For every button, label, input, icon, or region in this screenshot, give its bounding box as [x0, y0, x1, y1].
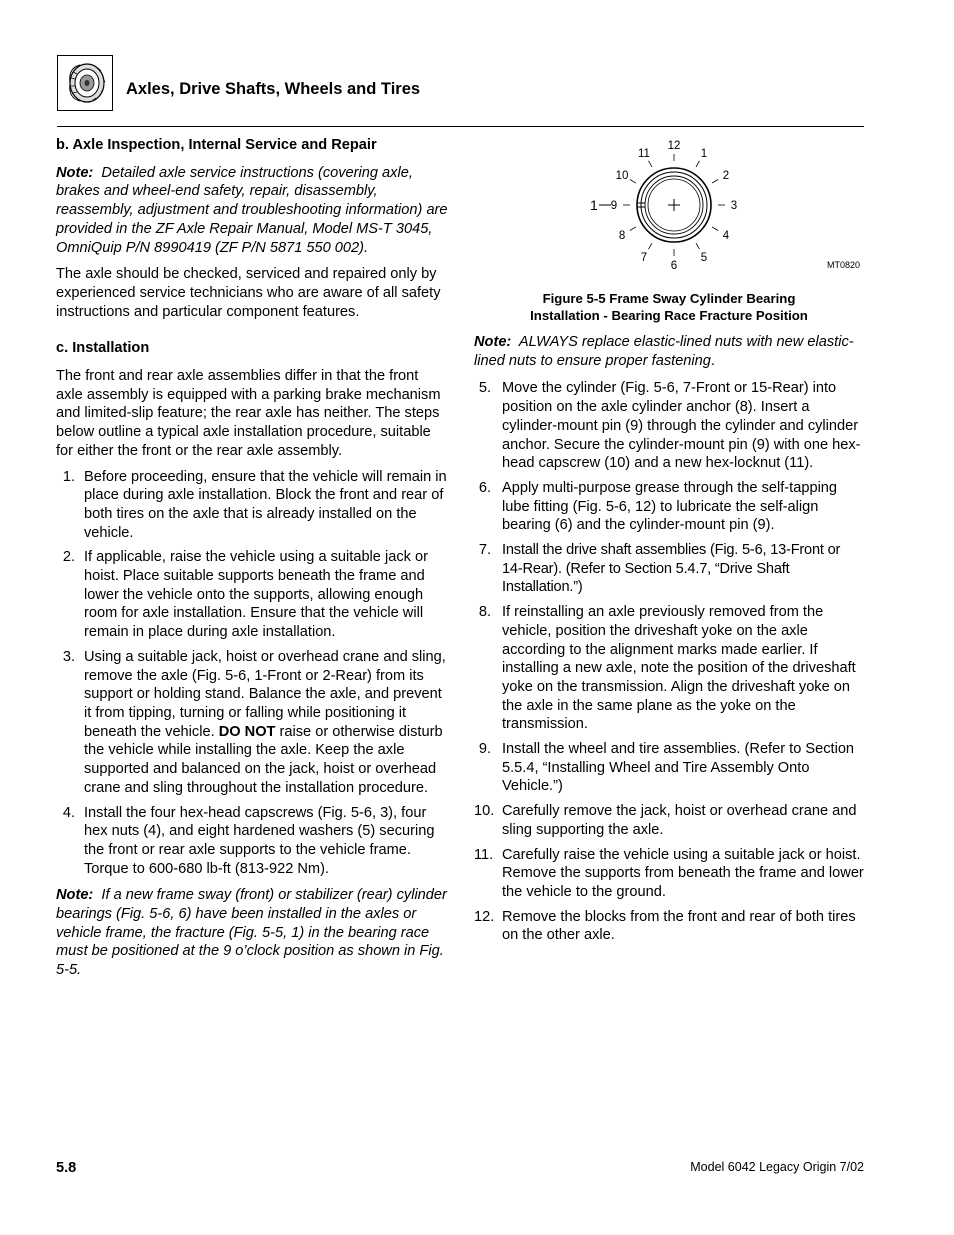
- step-number: 10.: [474, 803, 495, 820]
- step-text: Using a suitable jack, hoist or overhead crane and sling, remove the axle (Fig. 5-6, 1-Front or 2-Rear) from its support or holding stand. Balance the axle, and prevent it from tipping, turning or falling while positioning it beneath the vehicle.: [84, 648, 446, 740]
- note-text: ALWAYS replace elastic-lined nuts with new elastic-lined nuts to ensure proper fastening: [474, 334, 854, 369]
- step-text: If applicable, raise the vehicle using a suitable jack or hoist. Place suitable supports beneath the frame and lower the vehicle onto the supports, allowing enough room for axle installation. Ensure that the vehicle will remain in place during axle installation.: [84, 549, 428, 641]
- list-item: [474, 908, 864, 945]
- section-c-heading: c. Installation: [56, 340, 150, 357]
- list-item: [474, 740, 864, 796]
- clock-position-label: 7: [640, 251, 648, 264]
- step-text: Remove the blocks from the front and rear of both tires on the other axle.: [502, 908, 856, 944]
- clock-position-label: 3: [730, 200, 738, 212]
- clock-position-label: 12: [667, 140, 681, 152]
- step-text: Install the wheel and tire assemblies. (Refer to Section 5.5.4, “Installing Wheel and Tire Assembly Onto Vehicle.”): [502, 741, 855, 795]
- step-number: 2.: [62, 549, 75, 566]
- list-item: [56, 648, 448, 798]
- clock-tick: [630, 180, 636, 184]
- list-item: [474, 479, 864, 535]
- note-axle-manual: [56, 164, 448, 258]
- figure-caption: [474, 290, 864, 324]
- note-text: If a new frame sway (front) or stabilizer (rear) cylinder bearings (Fig. 5-6, 6) have been installed in the axles or vehicle frame, the fracture (Fig. 5-5, 1) in the bearing race must be positioned at the 9 o’clock position as shown in Fig. 5-5.: [56, 887, 447, 979]
- list-item: [56, 804, 448, 879]
- right-column: [474, 333, 864, 951]
- step-text: Install the drive shaft assemblies (Fig. 5-6, 13-Front or 14-Rear). (Refer to Section 5.4.7, “Drive Shaft Installation.”): [502, 542, 841, 596]
- step-emphasis: DO NOT: [218, 723, 276, 740]
- list-item: [474, 541, 864, 597]
- clock-position-label: 10: [615, 170, 629, 182]
- bearing-clock-diagram: [474, 136, 864, 278]
- clock-tick: [696, 161, 700, 167]
- step-number: 12.: [474, 908, 495, 925]
- note-label: Note:: [56, 164, 94, 181]
- clock-tick: [712, 227, 718, 231]
- figure-code: MT0820: [826, 260, 860, 270]
- list-item: [474, 802, 864, 839]
- section-b-heading: b. Axle Inspection, Internal Service and Repair: [56, 137, 377, 153]
- list-item: [474, 846, 864, 902]
- step-text: Carefully raise the vehicle using a suitable jack or hoist. Remove the supports from beneath the frame and lower the vehicle to the ground.: [502, 846, 864, 900]
- step-number: 4.: [62, 804, 75, 821]
- clock-tick: [630, 227, 636, 231]
- callout-number: 1: [590, 197, 598, 213]
- list-item: [474, 379, 864, 473]
- list-item: [56, 468, 448, 543]
- step-text: Carefully remove the jack, hoist or overhead crane and sling supporting the axle.: [502, 803, 857, 838]
- header-divider: [57, 126, 864, 127]
- note-end: .: [710, 352, 715, 369]
- clock-position-label: 5: [700, 251, 708, 264]
- list-item: [474, 603, 864, 734]
- page-number: 5.8: [56, 1160, 77, 1176]
- clock-position-label: 6: [670, 260, 678, 272]
- step-text: Before proceeding, ensure that the vehicle will remain in place during axle installation. Block the front and rear of both tires on the axle that is already installed on the vehicle.: [84, 468, 447, 541]
- step-number: 7.: [478, 542, 491, 559]
- clock-position-label: 4: [722, 230, 730, 242]
- note-elastic-nuts: [474, 333, 864, 370]
- note-label: Note:: [56, 887, 94, 904]
- step-number: 5.: [478, 380, 491, 397]
- installation-steps-left: [56, 468, 448, 879]
- tire-wheel-icon: [57, 55, 113, 111]
- step-number: 3.: [62, 648, 75, 665]
- step-number: 1.: [62, 468, 75, 485]
- clock-tick: [712, 180, 718, 184]
- note-label: Note:: [474, 334, 512, 350]
- step-number: 8.: [478, 604, 491, 621]
- installation-steps-right: [474, 379, 864, 945]
- clock-position-label: 11: [638, 148, 650, 161]
- model-origin-footer: Model 6042 Legacy Origin 7/02: [690, 1160, 864, 1174]
- paragraph-installation-intro: The front and rear axle assemblies differ in that the front axle assembly is equipped with a parking brake mechanism and limited-slip feature; the rear axle has neither. The steps below outline a typical axle installation procedure, suitable for either the front or the rear axle assembly.: [56, 368, 441, 459]
- list-item: [56, 548, 448, 642]
- caption-line-1: Figure 5-5 Frame Sway Cylinder Bearing: [542, 291, 796, 306]
- step-text: If reinstalling an axle previously removed from the vehicle, position the driveshaft yoke on the axle according to the alignment marks made earlier. If installing a new axle, note the position of the driveshaft yoke on the transmission. Align the driveshaft yoke on the axle in the same plane as the yoke on the transmission.: [502, 604, 856, 733]
- bearing-clock-figure: [474, 136, 864, 278]
- clock-position-label: 9: [610, 200, 618, 212]
- clock-position-label: 8: [618, 230, 626, 242]
- clock-tick: [649, 243, 653, 249]
- step-number: 6.: [478, 479, 491, 496]
- clock-position-label: 1: [700, 148, 708, 161]
- clock-tick: [649, 161, 653, 167]
- left-column: [56, 136, 448, 988]
- clock-tick: [696, 243, 700, 249]
- step-text: Apply multi-purpose grease through the self-tapping lube fitting (Fig. 5-6, 12) to lubricate the self-align bearing (6) and the cylinder-mount pin (9).: [502, 479, 838, 534]
- caption-line-2: Installation - Bearing Race Fracture Position: [530, 308, 808, 323]
- step-number: 9.: [478, 741, 491, 758]
- page-header-title: Axles, Drive Shafts, Wheels and Tires: [126, 80, 421, 98]
- note-text: Detailed axle service instructions (covering axle, brakes and wheel-end safety, repair, disassembly, reassembly, adjustment and troubleshooting information) are provided in the ZF Axle Repair Manual, Model MS-T 3045, OmniQuip P/N 8990419 (ZF P/N 5871 550 002).: [56, 164, 448, 256]
- paragraph-technicians: The axle should be checked, serviced and repaired only by experienced service technicians who are aware of all safety instructions and particular component features.: [56, 266, 441, 320]
- note-bearing-race: [56, 886, 448, 980]
- step-text: Install the four hex-head capscrews (Fig. 5-6, 3), four hex nuts (4), and eight hardened washers (5) securing the front or rear axle supports to the vehicle frame. Torque to 600-680 lb-ft (813-922 Nm).: [84, 804, 435, 877]
- step-text: Move the cylinder (Fig. 5-6, 7-Front or 15-Rear) into position on the axle cylinder anchor (8). Insert a cylinder-mount pin (9) through the cylinder and cylinder anchor. Secure the cylinder-mount pin (9) with one hex-head capscrew (10) and a new hex-locknut (11).: [502, 380, 861, 472]
- step-text: raise or otherwise disturb the vehicle while installing the axle. Keep the axle supported and balanced on the jack, hoist or overhead crane and sling throughout the installation procedure.: [84, 723, 443, 796]
- step-number: 11.: [474, 846, 494, 863]
- clock-position-label: 2: [722, 170, 730, 182]
